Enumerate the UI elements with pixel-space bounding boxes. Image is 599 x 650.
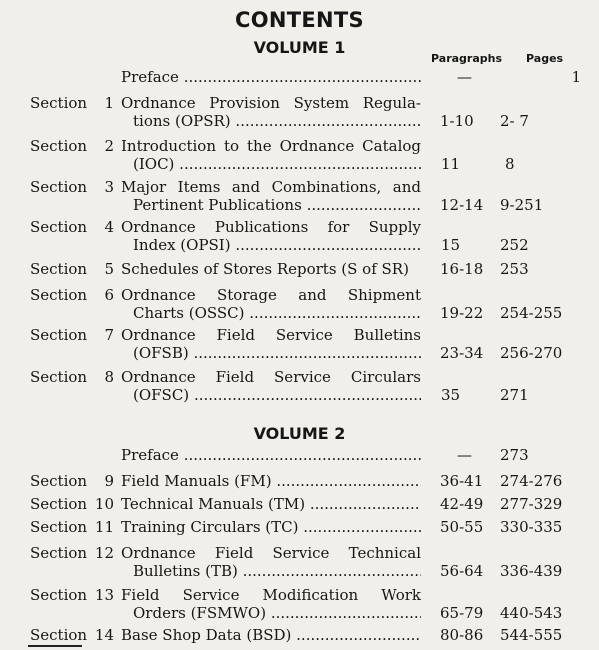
- section-title-line-1: Ordnance Field Service Technical: [121, 544, 421, 562]
- section-title-line-2: Orders (FSMWO) .....: [121, 604, 421, 622]
- section-label: Section: [30, 544, 88, 562]
- section-number: 7: [104, 326, 114, 344]
- pages-value: 8: [505, 155, 515, 173]
- section-title: [121, 626, 421, 644]
- preface-label: Preface .....: [121, 446, 421, 464]
- section-number: 2: [104, 137, 114, 155]
- pages-value: 336-439: [500, 562, 563, 580]
- section-title-line-2: Pertinent Publications .....: [121, 196, 421, 214]
- section-title: [121, 286, 421, 322]
- pages-value: 2- 7: [500, 112, 529, 130]
- section-number: 6: [104, 286, 114, 304]
- section-label: Section: [30, 326, 88, 344]
- paragraphs-value: 35: [441, 386, 461, 404]
- pages-value: 256-270: [500, 344, 563, 362]
- section-title-line-2: tions (OPSR) .....: [121, 112, 421, 130]
- section-title: [121, 94, 421, 130]
- section-title: [121, 137, 421, 173]
- paragraphs-value: 65-79: [440, 604, 484, 622]
- section-label: Section: [30, 94, 88, 112]
- preface-label: Preface .....: [121, 68, 421, 86]
- section-number: 14: [94, 626, 114, 644]
- section-label: Section: [30, 518, 88, 536]
- section-label: Section: [30, 178, 88, 196]
- section-title-line-1: Field Manuals (FM) .....: [121, 472, 421, 490]
- pages-value: 440-543: [500, 604, 563, 622]
- section-label: Section: [30, 472, 88, 490]
- section-number: 11: [94, 518, 114, 536]
- section-label: Section: [30, 218, 88, 236]
- section-title-line-1: Ordnance Storage and Shipment: [121, 286, 421, 304]
- section-number: 12: [94, 544, 114, 562]
- paragraphs-value: 36-41: [440, 472, 484, 490]
- pages-value: 271: [500, 386, 529, 404]
- section-title-line-1: Ordnance Publications for Supply: [121, 218, 421, 236]
- section-title-line-1: Ordnance Provision System Regula-: [121, 94, 421, 112]
- pages-value: 1: [571, 68, 581, 86]
- page-title: CONTENTS: [235, 8, 364, 32]
- pages-value: 9-251: [500, 196, 544, 214]
- pages-value: 274-276: [500, 472, 563, 490]
- paragraphs-value: 11: [441, 155, 461, 173]
- section-title-line-2: (IOC) .....: [121, 155, 421, 173]
- paragraphs-value: —: [457, 446, 472, 464]
- section-label: Section: [30, 286, 88, 304]
- section-title-line-1: Major Items and Combinations, and: [121, 178, 421, 196]
- section-label: Section: [30, 137, 88, 155]
- section-number: 5: [104, 260, 114, 278]
- section-number: 10: [94, 495, 114, 513]
- paragraphs-value: 50-55: [440, 518, 484, 536]
- pages-column-header: Pages: [526, 52, 564, 65]
- paragraphs-value: —: [457, 68, 472, 86]
- section-number: 4: [104, 218, 114, 236]
- section-title: [121, 544, 421, 580]
- section-title-line-1: Ordnance Field Service Bulletins: [121, 326, 421, 344]
- section-label: Section: [30, 495, 88, 513]
- section-title-line-1: Technical Manuals (TM) .....: [121, 495, 421, 513]
- section-title: [121, 586, 421, 622]
- section-title: [121, 495, 421, 513]
- pages-value: 252: [500, 236, 529, 254]
- paragraphs-value: 42-49: [440, 495, 484, 513]
- pages-value: 277-329: [500, 495, 563, 513]
- paragraphs-value: 12-14: [440, 196, 484, 214]
- section-title-line-2: Index (OPSI) .....: [121, 236, 421, 254]
- pages-value: 273: [500, 446, 529, 464]
- volume-1-heading: VOLUME 1: [253, 38, 346, 57]
- section-title-line-1: Schedules of Stores Reports (S of SR): [121, 260, 409, 278]
- paragraphs-value: 56-64: [440, 562, 484, 580]
- paragraphs-column-header: Paragraphs: [431, 52, 503, 65]
- section-label: Section: [30, 586, 88, 604]
- section-title: [121, 472, 421, 490]
- section-number: 13: [94, 586, 114, 604]
- paragraphs-value: 80-86: [440, 626, 484, 644]
- section-title: [121, 326, 421, 362]
- section-number: 8: [104, 368, 114, 386]
- paragraphs-value: 15: [441, 236, 461, 254]
- underline-mark: [28, 645, 82, 647]
- section-title: [121, 218, 421, 254]
- section-title-line-2: Bulletins (TB) .....: [121, 562, 421, 580]
- pages-value: 544-555: [500, 626, 563, 644]
- pages-value: 254-255: [500, 304, 563, 322]
- section-label: Section: [30, 626, 88, 644]
- section-title-line-1: Training Circulars (TC) .....: [121, 518, 421, 536]
- pages-value: 253: [500, 260, 529, 278]
- paragraphs-value: 1-10: [440, 112, 474, 130]
- paragraphs-value: 23-34: [440, 344, 484, 362]
- section-title-line-1: Ordnance Field Service Circulars: [121, 368, 421, 386]
- section-title: [121, 260, 421, 278]
- section-label: Section: [30, 368, 88, 386]
- section-label: Section: [30, 260, 88, 278]
- section-title-line-2: Charts (OSSC) .....: [121, 304, 421, 322]
- section-title: [121, 518, 421, 536]
- pages-value: 330-335: [500, 518, 563, 536]
- section-number: 9: [104, 472, 114, 490]
- section-title-line-1: Introduction to the Ordnance Catalog: [121, 137, 421, 155]
- section-title: [121, 178, 421, 214]
- section-number: 1: [104, 94, 114, 112]
- paragraphs-value: 16-18: [440, 260, 484, 278]
- section-title-line-2: (OFSB) .....: [121, 344, 421, 362]
- section-title-line-2: (OFSC) .....: [121, 386, 421, 404]
- paragraphs-value: 19-22: [440, 304, 484, 322]
- section-title: [121, 368, 421, 404]
- section-title-line-1: Base Shop Data (BSD) .....: [121, 626, 421, 644]
- volume-2-heading: VOLUME 2: [253, 424, 346, 443]
- section-title-line-1: Field Service Modification Work: [121, 586, 421, 604]
- section-number: 3: [104, 178, 114, 196]
